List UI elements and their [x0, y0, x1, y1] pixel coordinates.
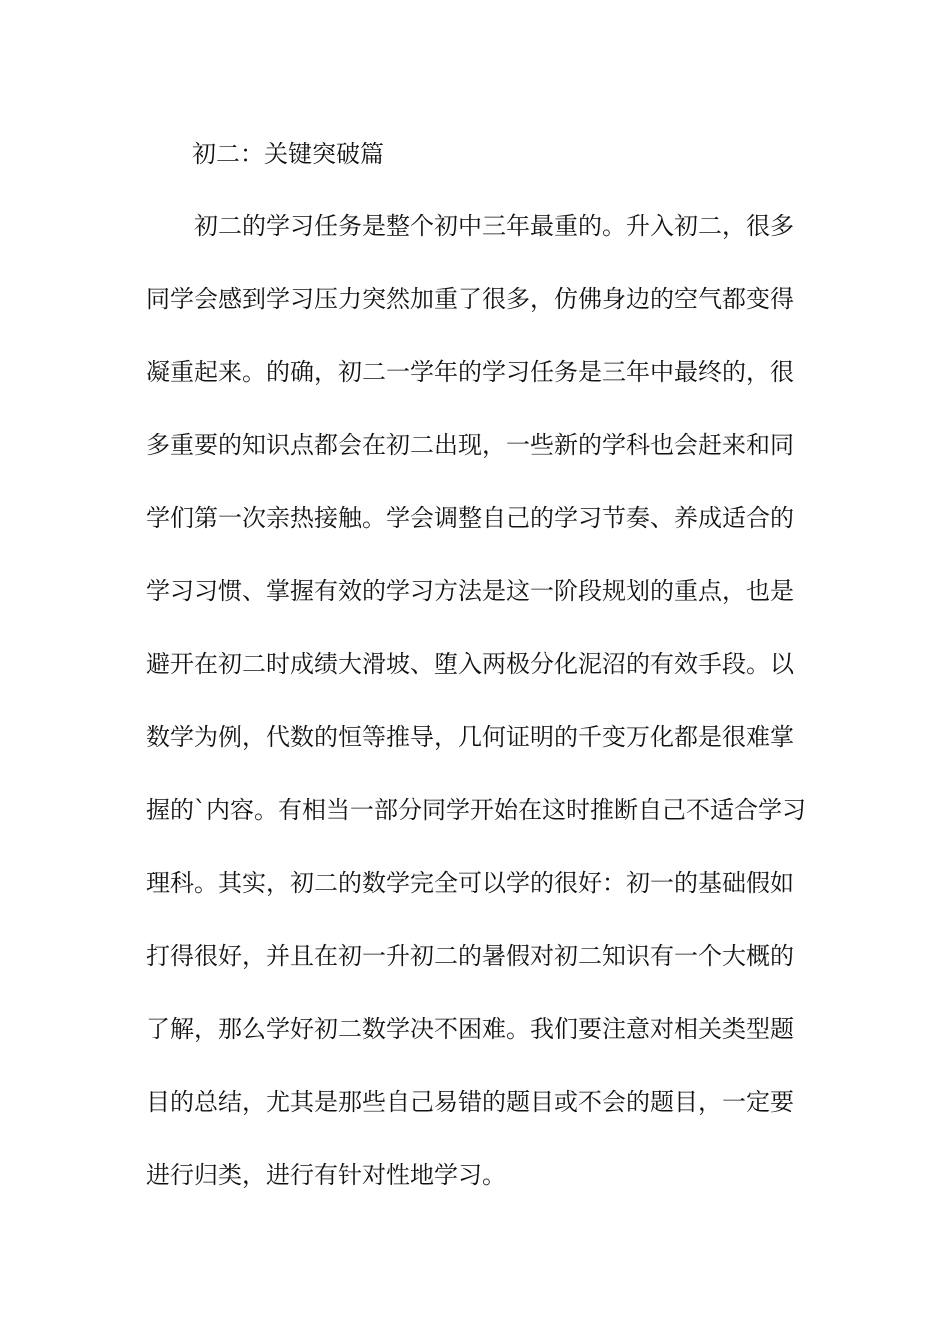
text-line: 理科。其实，初二的数学完全可以学的很好：初一的基础假如 — [146, 869, 794, 897]
section-heading: 初二：关键突破篇 — [192, 140, 384, 168]
text-line: 数学为例，代数的恒等推导，几何证明的千变万化都是很难掌 — [146, 723, 794, 751]
text-line: 了解，那么学好初二数学决不困难。我们要注意对相关类型题 — [146, 1015, 794, 1043]
text-line: 目的总结，尤其是那些自己易错的题目或不会的题目，一定要 — [146, 1088, 794, 1116]
text-line: 学习习惯、掌握有效的学习方法是这一阶段规划的重点，也是 — [146, 577, 794, 605]
text-line: 同学会感到学习压力突然加重了很多，仿佛身边的空气都变得 — [146, 285, 794, 313]
text-line: 学们第一次亲热接触。学会调整自己的学习节奏、养成适合的 — [146, 504, 794, 532]
text-line: 多重要的知识点都会在初二出现，一些新的学科也会赶来和同 — [146, 431, 794, 459]
text-line: 避开在初二时成绩大滑坡、堕入两极分化泥沼的有效手段。以 — [146, 650, 794, 678]
text-line: 凝重起来。的确，初二一学年的学习任务是三年中最终的，很 — [146, 358, 794, 386]
text-line: 打得很好，并且在初一升初二的暑假对初二知识有一个大概的 — [146, 942, 794, 970]
text-line: 握的`内容。有相当一部分同学开始在这时推断自己不适合学习 — [146, 796, 806, 824]
text-line: 进行归类，进行有针对性地学习。 — [146, 1161, 506, 1189]
text-line: 初二的学习任务是整个初中三年最重的。升入初二，很多 — [146, 212, 794, 240]
